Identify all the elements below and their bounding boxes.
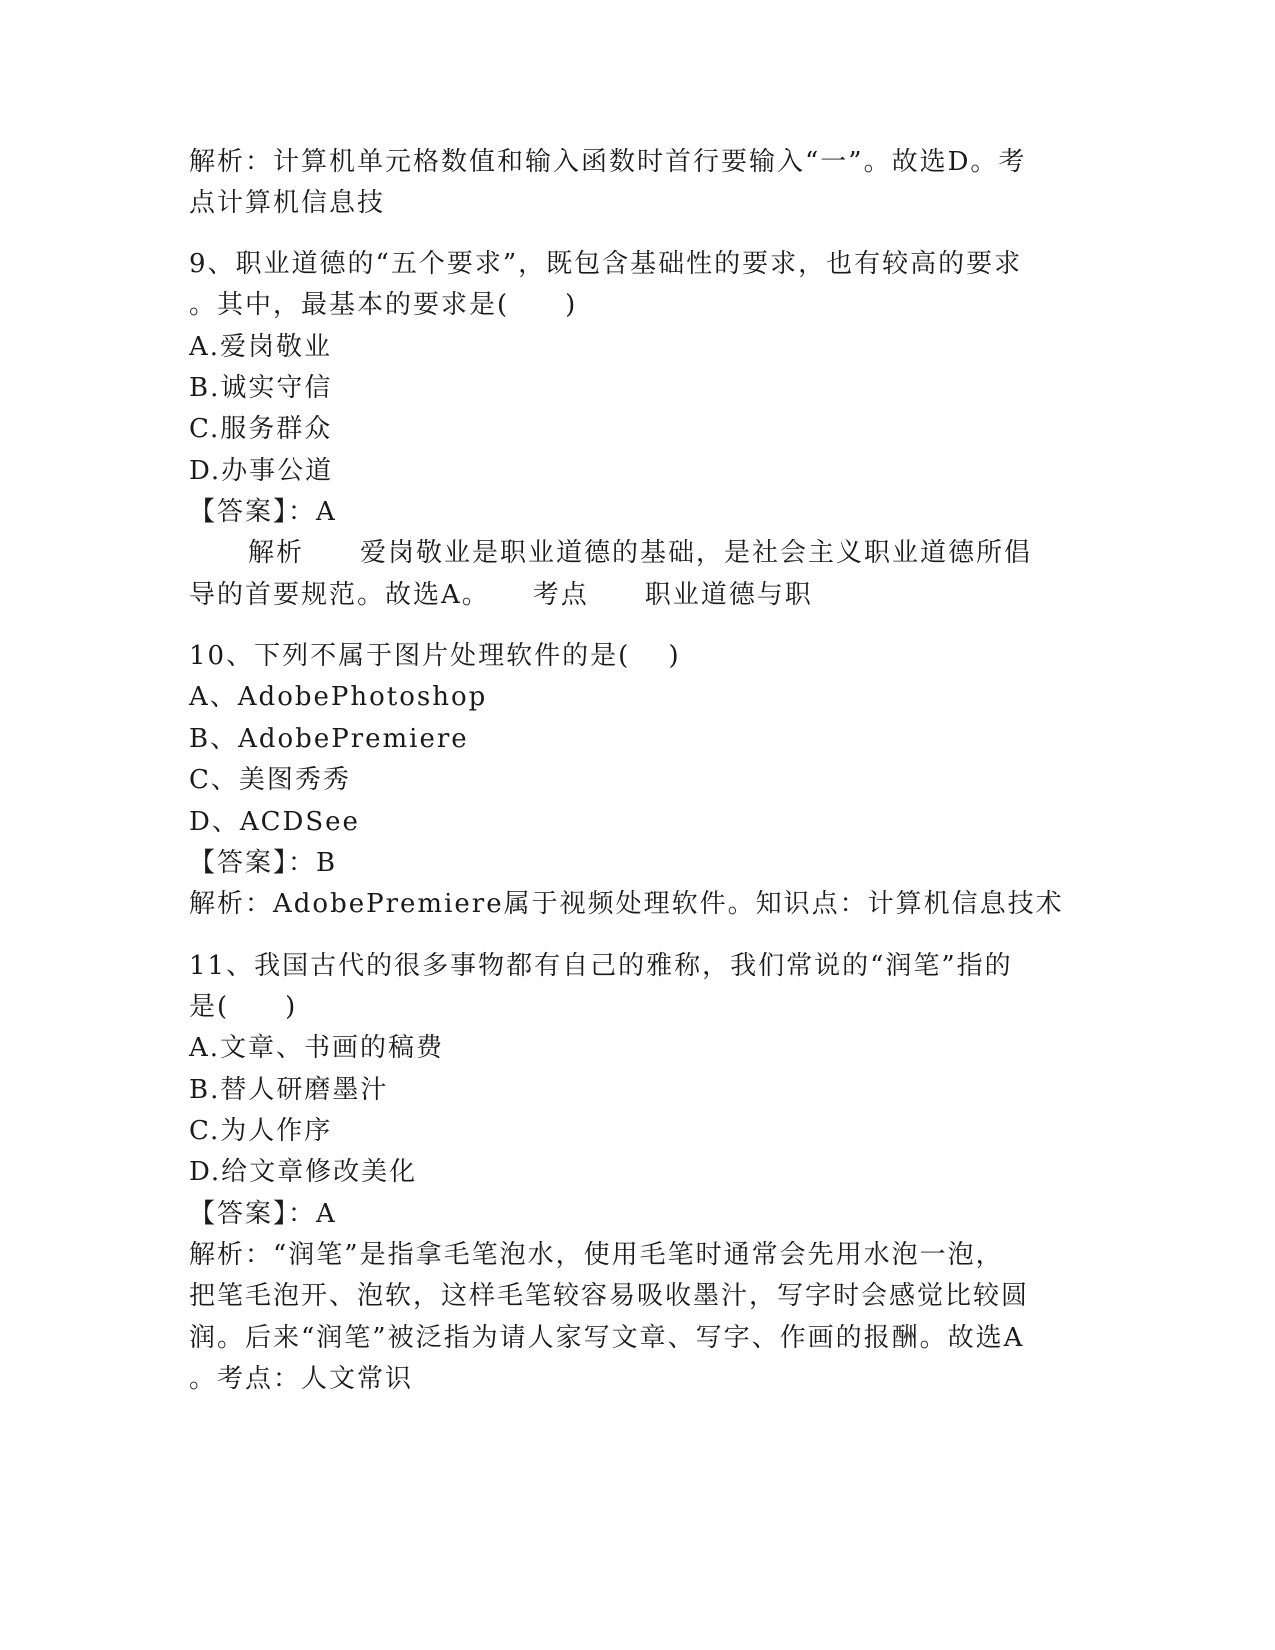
q11-explanation-line-3: 润。后来“润笔”被泛指为请人家写文章、写字、作画的报酬。故选A [189,1323,1025,1353]
q10-option-b: B、AdobePremiere [189,724,469,754]
prev-explanation-line-2: 点计算机信息技 [189,188,386,218]
q11-option-c: C.为人作序 [189,1116,333,1146]
q9-answer: 【答案】：A [189,497,337,527]
q11-explanation-line-2: 把笔毛泡开、泡软，这样毛笔较容易吸收墨汁，写字时会感觉比较圆 [189,1281,1030,1311]
q10-option-a: A、AdobePhotoshop [189,682,488,712]
q10-stem: 10、下列不属于图片处理软件的是( ) [189,641,681,671]
q9-stem-line-2: 。其中，最基本的要求是( ) [189,290,578,320]
q11-stem-line-2: 是( ) [189,992,298,1022]
q11-explanation-line-4: 。考点：人文常识 [189,1364,414,1394]
q9-option-a: A.爱岗敬业 [189,332,333,362]
q11-stem-line-1: 11、我国古代的很多事物都有自己的雅称，我们常说的“润笔”指的 [189,951,1013,981]
q9-option-d: D.办事公道 [189,456,334,486]
q9-explanation-line-2: 导的首要规范。故选A。 考点 职业道德与职 [189,580,813,610]
q11-answer: 【答案】：A [189,1199,337,1229]
q9-explanation-line-1: 解析 爱岗敬业是职业道德的基础，是社会主义职业道德所倡 [248,538,1033,568]
q9-stem-line-1: 9、职业道德的“五个要求”，既包含基础性的要求，也有较高的要求 [189,249,1023,279]
q9-option-b: B.诚实守信 [189,373,333,403]
q11-explanation-line-1: 解析：“润笔”是指拿毛笔泡水，使用毛笔时通常会先用水泡一泡， [189,1240,1004,1270]
prev-explanation-line-1: 解析：计算机单元格数值和输入函数时首行要输入“一”。故选D。考 [189,147,1027,177]
q11-option-d: D.给文章修改美化 [189,1157,418,1187]
q11-option-b: B.替人研磨墨汁 [189,1075,389,1105]
q10-answer: 【答案】：B [189,848,338,878]
q10-explanation: 解析：AdobePremiere属于视频处理软件。知识点：计算机信息技术 [189,889,1064,919]
q10-option-d: D、ACDSee [189,807,360,837]
q11-option-a: A.文章、书画的稿费 [189,1033,445,1063]
q10-option-c: C、美图秀秀 [189,765,351,795]
q9-option-c: C.服务群众 [189,414,333,444]
